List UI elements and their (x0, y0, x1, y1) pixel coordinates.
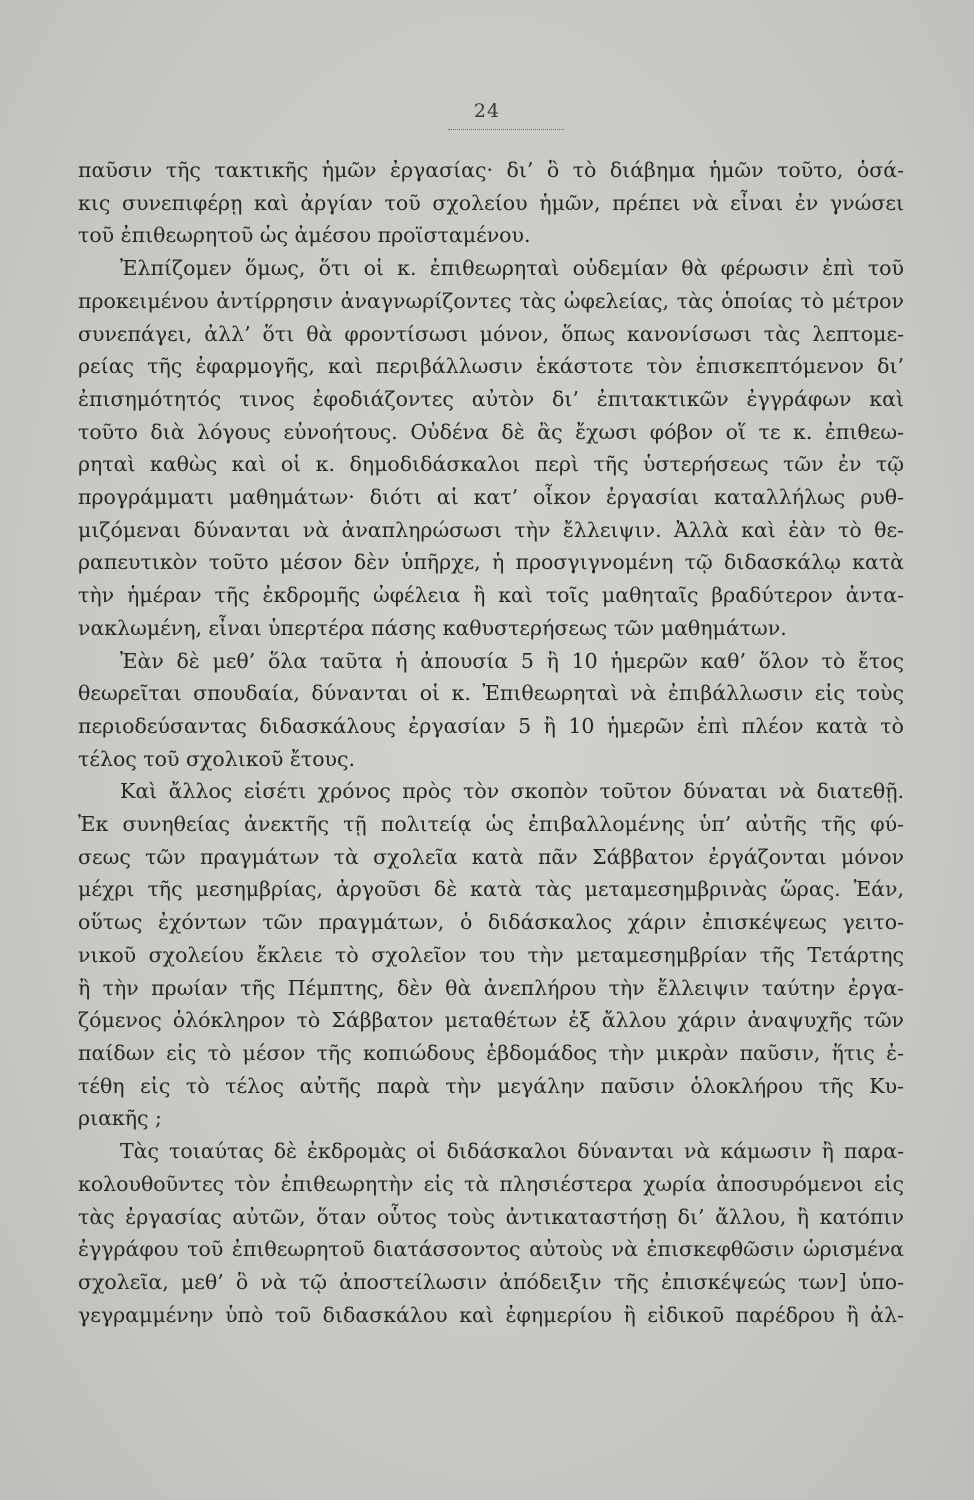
text-line: τὴν ἡμέραν τῆς ἐκδρομῆς ὠφέλεια ἢ καὶ τοῖς μαθηταῖς βραδύτερον ἀντα- (78, 583, 904, 608)
text-line: μιζόμεναι δύνανται νὰ ἀναπληρώσωσι τὴν ἔλλειψιν. Ἀλλὰ καὶ ἐὰν τὸ θε- (78, 517, 904, 542)
text-line: περιοδεύσαντας διδασκάλους ἐργασίαν 5 ἢ 10 ἡμερῶν ἐπὶ πλέον κατὰ τὸ (78, 713, 904, 738)
text-line: οὕτως ἐχόντων τῶν πραγμάτων, ὁ διδάσκαλος χάριν ἐπισκέψεως γειτο- (78, 910, 904, 935)
text-line: ρηταὶ καθὼς καὶ οἱ κ. δημοδιδάσκαλοι περὶ τῆς ὑστερήσεως τῶν ἐν τῷ (78, 452, 904, 477)
body-text (78, 154, 904, 1331)
text-line: Τὰς τοιαύτας δὲ ἐκδρομὰς οἱ διδάσκαλοι δύνανται νὰ κάμωσιν ἢ παρα- (120, 1139, 904, 1164)
text-line: ριακῆς ; (78, 1106, 162, 1131)
text-line: Ἐὰν δὲ μεθ’ ὅλα ταῦτα ἡ ἀπουσία 5 ἢ 10 ἡμερῶν καθ’ ὅλον τὸ ἔτος (120, 648, 904, 673)
text-line: προκειμένου ἀντίρρησιν ἀναγνωρίζοντες τὰς ὠφελείας, τὰς ὁποίας τὸ μέτρον (78, 288, 904, 313)
text-line: μέχρι τῆς μεσημβρίας, ἀργοῦσι δὲ κατὰ τὰς μεταμεσημβρινὰς ὥρας. Ἐάν, (78, 877, 904, 902)
text-line: σχολεῖα, μεθ’ ὃ νὰ τῷ ἀποστείλωσιν ἀπόδειξιν τῆς ἐπισκέψεώς των] ὑπο- (78, 1269, 904, 1294)
text-line: θεωρεῖται σπουδαία, δύνανται οἱ κ. Ἐπιθεωρηταὶ νὰ ἐπιβάλλωσιν εἰς τοὺς (78, 681, 904, 706)
text-line: Καὶ ἄλλος εἰσέτι χρόνος πρὸς τὸν σκοπὸν τοῦτον δύναται νὰ διατεθῇ. (120, 779, 904, 804)
text-line: τέθη εἰς τὸ τέλος αὐτῆς παρὰ τὴν μεγάλην παῦσιν ὁλοκλήρου τῆς Κυ- (78, 1073, 904, 1098)
text-line: νακλωμένη, εἶναι ὑπερτέρα πάσης καθυστερήσεως τῶν μαθημάτων. (78, 615, 787, 640)
text-line: γεγραμμένην ὑπὸ τοῦ διδασκάλου καὶ ἐφημερίου ἢ εἰδικοῦ παρέδρου ἢ ἀλ- (78, 1302, 904, 1327)
page-number-rule (448, 129, 564, 130)
text-line: Ἐλπίζομεν ὅμως, ὅτι οἱ κ. ἐπιθεωρηταὶ οὐδεμίαν θὰ φέρωσιν ἐπὶ τοῦ (120, 256, 904, 281)
text-line: παῦσιν τῆς τακτικῆς ἡμῶν ἐργασίας· δι’ ὃ τὸ διάβημα ἡμῶν τοῦτο, ὁσά- (78, 158, 904, 182)
text-line: τέλος τοῦ σχολικοῦ ἔτους. (78, 746, 356, 771)
text-line: Ἐκ συνηθείας ἀνεκτῆς τῇ πολιτείᾳ ὡς ἐπιβαλλομένης ὑπ’ αὐτῆς τῆς φύ- (78, 812, 904, 837)
text-line: προγράμματι μαθημάτων· διότι αἱ κατ’ οἶκον ἐργασίαι καταλλήλως ρυθ- (78, 485, 904, 510)
text-line: κολουθοῦντες τὸν ἐπιθεωρητὴν εἰς τὰ πλησιέστερα χωρία ἀποσυρόμενοι εἰς (78, 1171, 904, 1196)
page-number: 24 (473, 100, 501, 122)
text-line: ἐπισημότητός τινος ἐφοδιάζοντες αὐτὸν δι’ ἐπιτακτικῶν ἐγγράφων καὶ (78, 386, 904, 411)
text-line: τοῦ ἐπιθεωρητοῦ ὡς ἀμέσου προϊσταμένου. (78, 223, 531, 248)
text-line: κις συνεπιφέρῃ καὶ ἀργίαν τοῦ σχολείου ἡμῶν, πρέπει νὰ εἶναι ἐν γνώσει (78, 190, 904, 215)
text-line: ζόμενος ὁλόκληρον τὸ Σάββατον μεταθέτων ἐξ ἄλλου χάριν ἀναψυχῆς τῶν (78, 1008, 904, 1033)
text-line: τοῦτο διὰ λόγους εὐνοήτους. Οὐδένα δὲ ἂς ἔχωσι φόβον οἵ τε κ. ἐπιθεω- (78, 419, 904, 444)
text-line: τὰς ἐργασίας αὐτῶν, ὅταν οὗτος τοὺς ἀντικαταστήσῃ δι’ ἄλλου, ἢ κατόπιν (78, 1204, 904, 1229)
text-line: ἢ τὴν πρωίαν τῆς Πέμπτης, δὲν θὰ ἀνεπλήρου τὴν ἔλλειψιν ταύτην ἐργα- (78, 975, 904, 1000)
text-line: ραπευτικὸν τοῦτο μέσον δὲν ὑπῆρχε, ἡ προσγιγνομένη τῷ διδασκάλῳ κατὰ (78, 550, 904, 575)
text-line: ἐγγράφου τοῦ ἐπιθεωρητοῦ διατάσσοντος αὐτοὺς νὰ ἐπισκεφθῶσιν ὡρισμένα (78, 1237, 904, 1262)
text-line: συνεπάγει, ἀλλ’ ὅτι θὰ φροντίσωσι μόνον, ὅπως κανονίσωσι τὰς λεπτομε- (78, 321, 904, 346)
text-line: παίδων εἰς τὸ μέσον τῆς κοπιώδους ἑβδομάδος τὴν μικρὰν παῦσιν, ἥτις ἐ- (78, 1040, 904, 1065)
text-line: ρείας τῆς ἐφαρμογῆς, καὶ περιβάλλωσιν ἑκάστοτε τὸν ἐπισκεπτόμενον δι’ (78, 354, 904, 379)
text-line: σεως τῶν πραγμάτων τὰ σχολεῖα κατὰ πᾶν Σάββατον ἐργάζονται μόνον (78, 844, 904, 869)
text-line: νικοῦ σχολείου ἔκλειε τὸ σχολεῖον του τὴν μεταμεσημβρίαν τῆς Τετάρτης (78, 942, 904, 967)
